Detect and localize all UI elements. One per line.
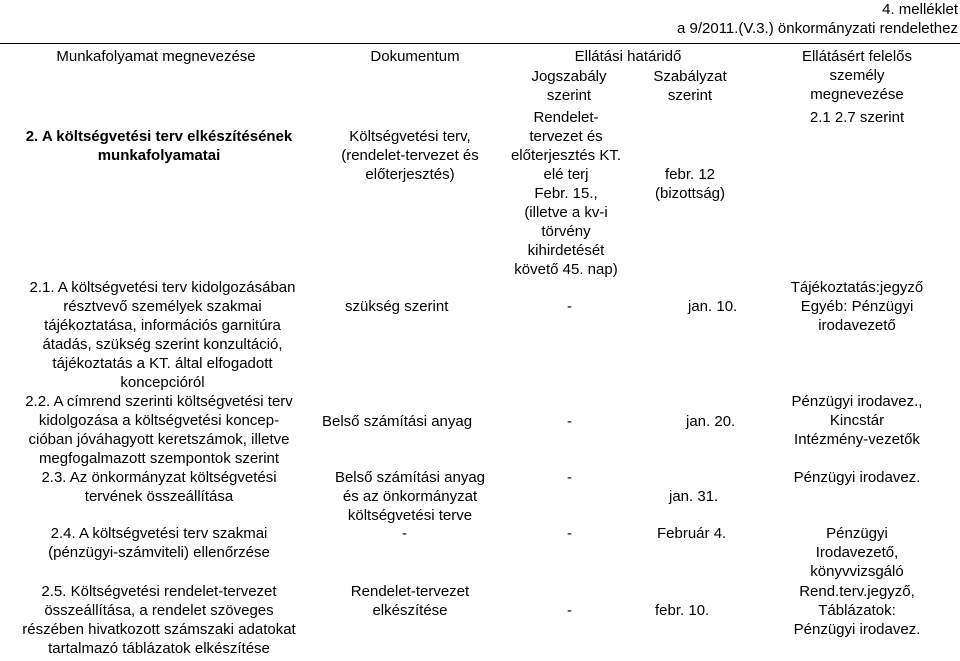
col-header-process: Munkafolyamat megnevezése [56,48,256,65]
row-responsible: Pénzügyi irodavez. [793,469,921,486]
row-process: 2. A költségvetési terv elkészítésének munkafolyamatai [25,128,293,164]
col-header-responsible: Ellátásért felelős személy megnevezése [801,48,913,103]
row-document: - [402,525,407,542]
row-rule-deadline: febr. 12 (bizottság) [654,166,726,202]
row-document: Rendelet-tervezet elkészítése [350,583,470,619]
row-document: szükség szerint [345,298,449,315]
row-law-deadline: - [567,525,572,542]
row-law-deadline: Rendelet- tervezet és előterjesztés KT. elé terj Febr. 15., (illetve a kv-i törvény kihirdetését követő 45. nap) [510,109,622,278]
row-process: 2.1. A költségvetési terv kidolgozásában résztvevő személyek szakmai tájékoztatása, információs garnitúra átadás, szükség szerint konzultáció, tájékoztatás a KT. által elfogadott koncepcióról [29,279,296,391]
row-process: 2.2. A címrend szerinti költségvetési terv kidolgozása a költségvetési koncep- cióban jóváhagyott keretszámok, illetve megfogalmazott szempontok szerint [25,393,293,467]
row-rule-deadline: jan. 31. [669,488,719,505]
row-rule-deadline: febr. 10. [655,602,710,619]
row-law-deadline: - [567,413,572,430]
row-rule-deadline: jan. 10. [688,298,738,315]
row-responsible: Tájékoztatás:jegyző Egyéb: Pénzügyi irodavezető [790,279,924,334]
col-header-rule: Szabályzat szerint [653,68,727,104]
decree-reference: a 9/2011.(V.3.) önkormányzati rendelethez [676,20,958,37]
row-law-deadline: - [567,469,572,486]
annex-number: 4. melléklet [882,1,958,18]
row-responsible: Pénzügyi Irodavezető, könyvvizsgáló [810,525,904,580]
row-law-deadline: - [567,298,572,315]
col-header-deadline: Ellátási határidő [574,48,682,65]
row-rule-deadline: Február 4. [657,525,727,542]
row-responsible: 2.1 2.7 szerint [809,109,905,126]
row-process: 2.3. Az önkormányzat költségvetési tervének összeállítása [41,469,277,505]
row-process: 2.4. A költségvetési terv szakmai (pénzügyi-számviteli) ellenőrzése [48,525,270,561]
row-document: Belső számítási anyag [322,413,473,430]
row-responsible: Pénzügyi irodavez., Kincstár Intézmény-vezetők [791,393,923,448]
row-process: 2.5. Költségvetési rendelet-tervezet összeállítása, a rendelet szöveges részében hivatkozott számszaki adatokat tartalmazó táblázatok elkészítése [22,583,296,657]
col-header-document: Dokumentum [370,48,460,65]
col-header-law: Jogszabály szerint [531,68,607,104]
row-responsible: Rend.terv.jegyző, Táblázatok: Pénzügyi irodavez. [793,583,921,638]
row-rule-deadline: jan. 20. [686,413,736,430]
table-top-border [0,43,960,44]
row-document: Belső számítási anyag és az önkormányzat költségvetési terve [334,469,486,524]
row-law-deadline: - [567,602,572,619]
row-document: Költségvetési terv, (rendelet-tervezet és előterjesztés) [341,128,479,183]
